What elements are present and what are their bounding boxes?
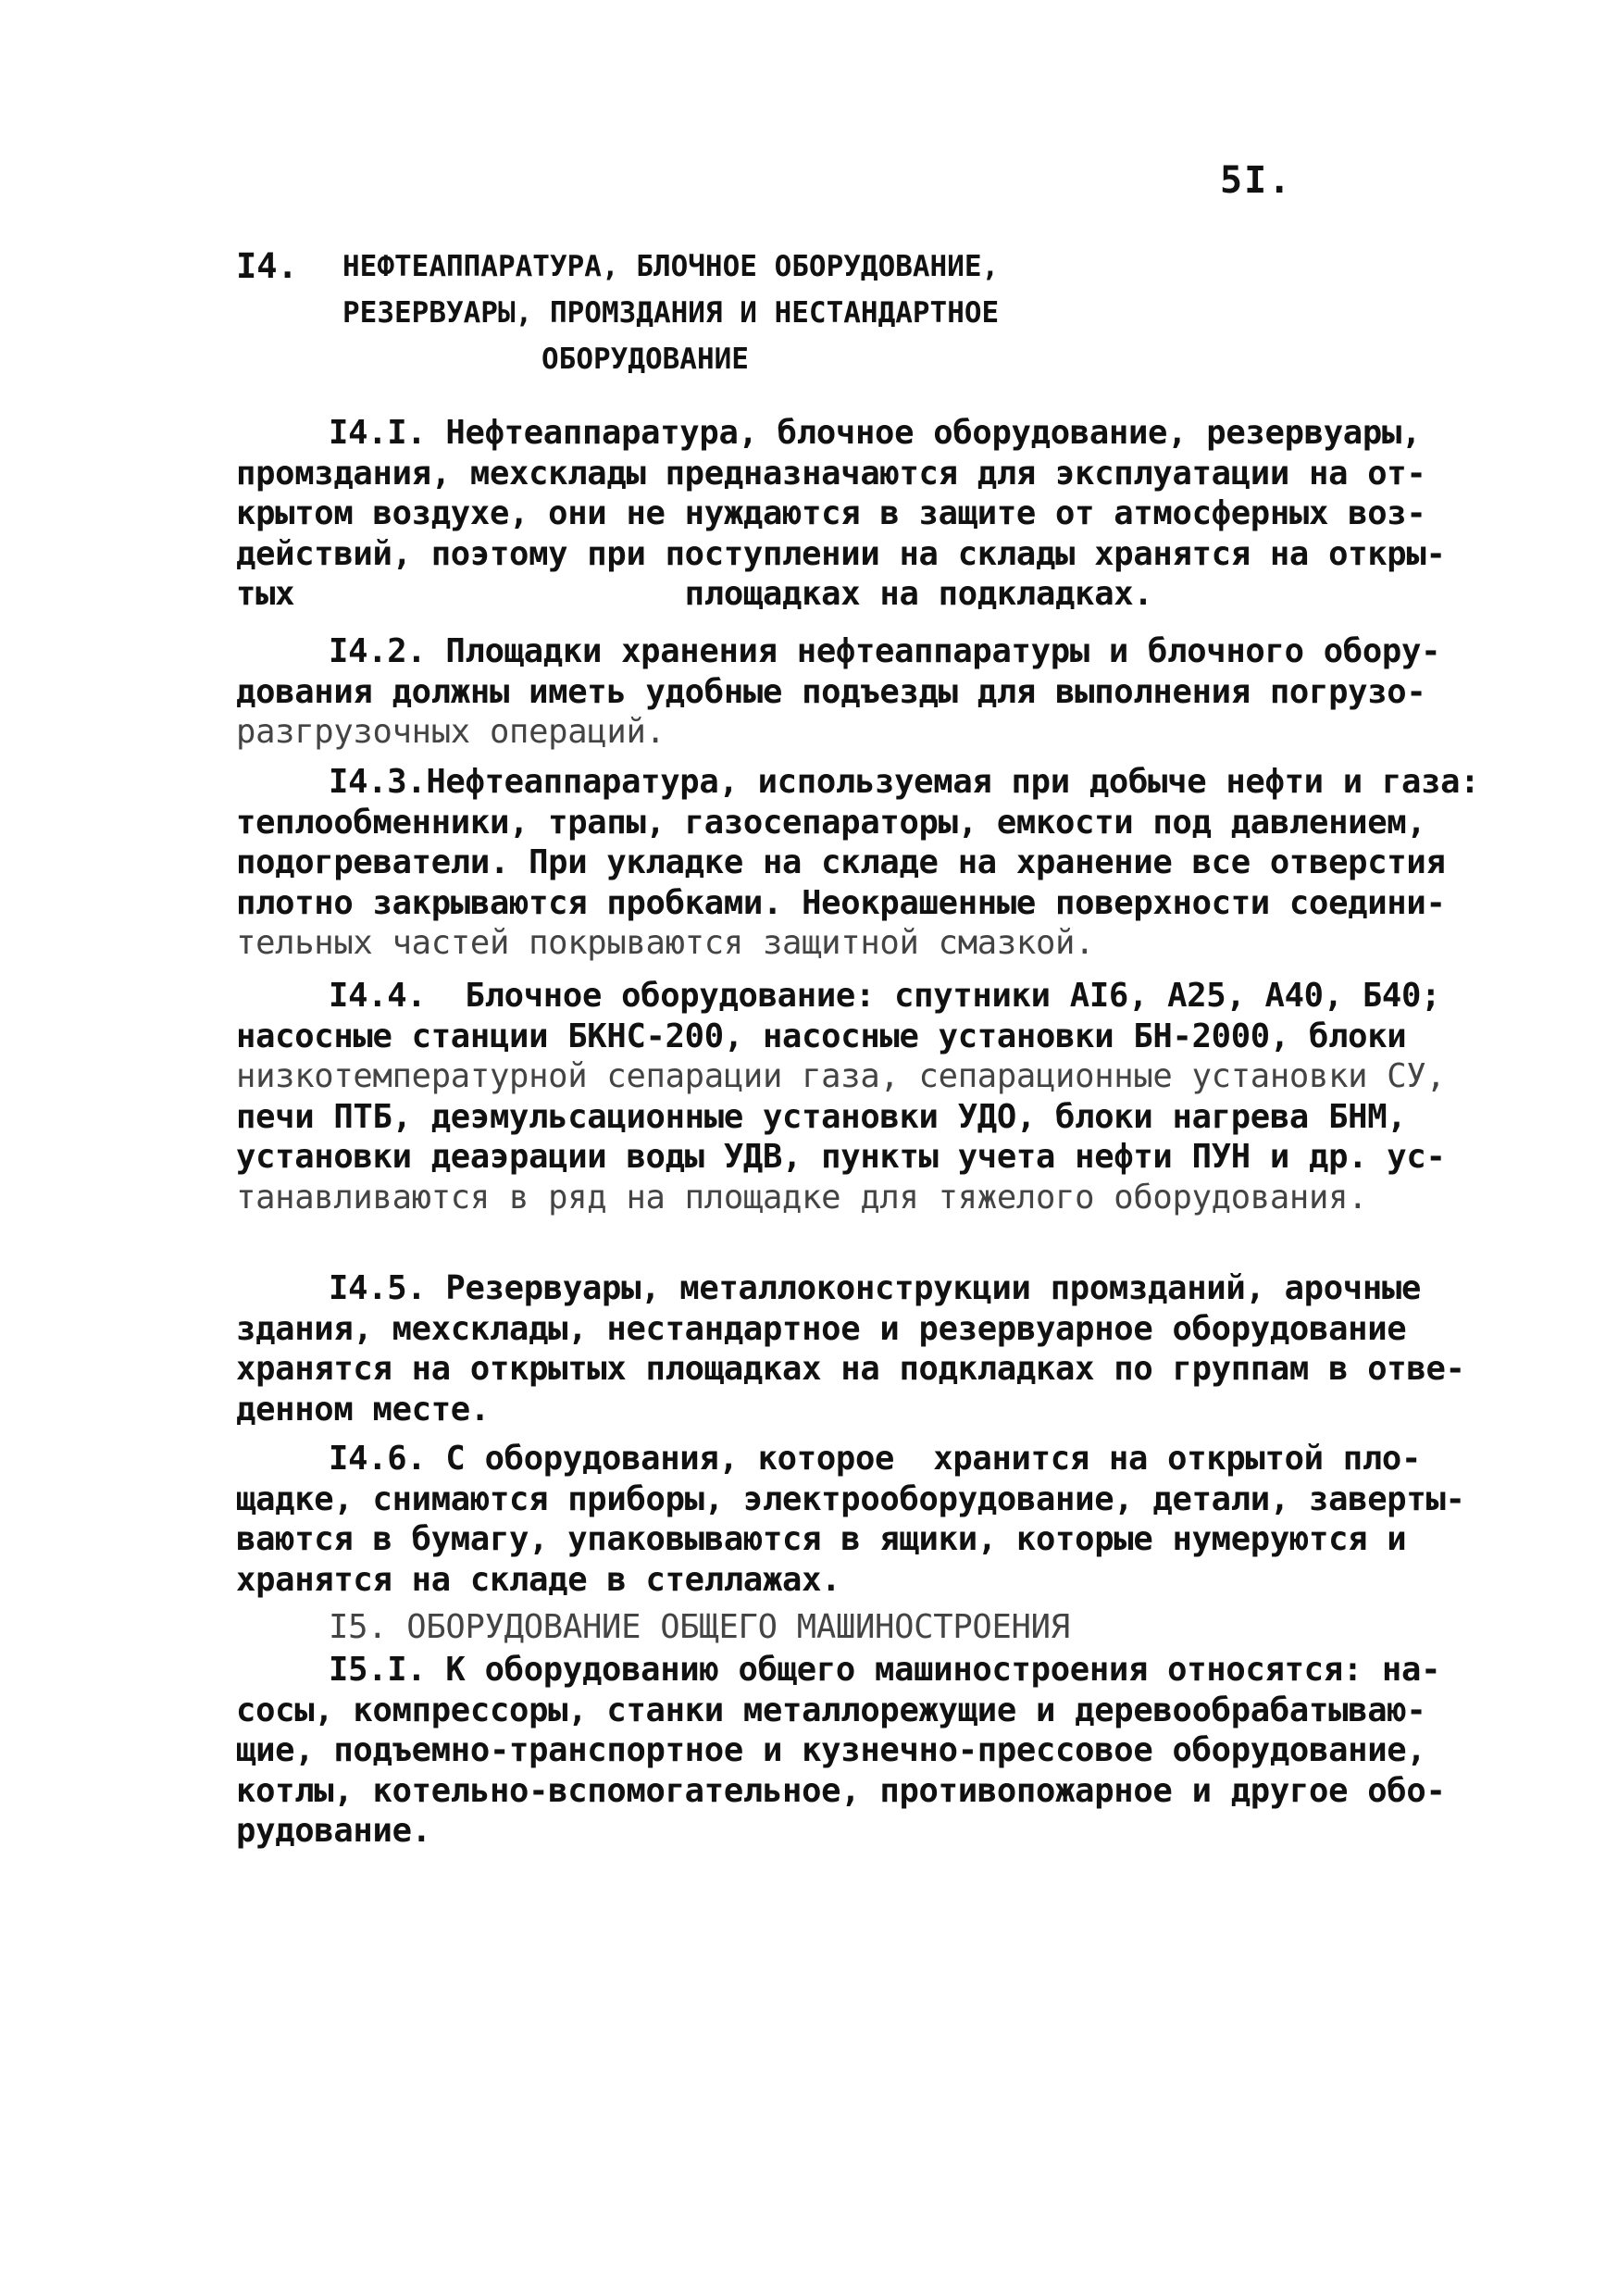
text-line: денном месте. (236, 1390, 490, 1429)
section-15-title: I5. ОБОРУДОВАНИЕ ОБЩЕГО МАШИНОСТРОЕНИЯ (329, 1608, 1070, 1646)
text-line: тых площадках на подкладках. (236, 575, 1153, 613)
section-14-title-line-3: ОБОРУДОВАНИЕ (541, 343, 749, 376)
text-line: промздания, мехсклады предназначаются для эксплуатации на от- (236, 454, 1426, 493)
text-line: ваются в бумагу, упаковываются в ящики, которые нумеруются и (236, 1520, 1407, 1558)
text-line: теплообменники, трапы, газосепараторы, емкости под давлением, (236, 803, 1426, 842)
text-line: установки деаэрации воды УДВ, пункты учета нефти ПУН и др. ус- (236, 1138, 1446, 1176)
text-line: I4.6. С оборудования, которое хранится на открытой пло- (329, 1440, 1422, 1478)
text-line: подогреватели. При укладке на складе на хранение все отверстия (236, 843, 1446, 881)
section-14-title-line-1: НЕФТЕАППАРАТУРА, БЛОЧНОЕ ОБОРУДОВАНИЕ, (342, 250, 1000, 283)
text-line: I4.4. Блочное оборудование: спутники АI6, А25, А40, Б40; (329, 977, 1441, 1015)
text-line: котлы, котельно-вспомогательное, противопожарное и другое обо- (236, 1771, 1446, 1810)
text-line: I4.I. Нефтеаппаратура, блочное оборудование, резервуары, (329, 414, 1422, 452)
section-14-title-line-2: РЕЗЕРВУАРЫ, ПРОМЗДАНИЯ И НЕСТАНДАРТНОЕ (342, 296, 1000, 330)
paragraph-15-1 (236, 1650, 1446, 1852)
paragraph-14-1 (236, 413, 1446, 615)
text-line: низкотемпературной сепарации газа, сепарационные установки СУ, (236, 1057, 1446, 1095)
text-line: тельных частей покрываются защитной смазкой. (236, 924, 1095, 962)
text-line: I4.3.Нефтеаппаратура, используемая при добыче нефти и газа: (329, 763, 1480, 801)
paragraph-14-2 (236, 631, 1441, 753)
text-line: танавливаются в ряд на площадке для тяжелого оборудования. (236, 1178, 1368, 1217)
text-line: здания, мехсклады, нестандартное и резервуарное оборудование (236, 1309, 1407, 1348)
text-line: рудование. (236, 1812, 431, 1850)
text-line: щадке, снимаются приборы, электрооборудование, детали, заверты- (236, 1479, 1465, 1518)
paragraph-14-5 (236, 1268, 1465, 1429)
paragraph-14-6 (236, 1439, 1465, 1600)
section-14-number: I4. (236, 246, 298, 286)
text-line: I4.5. Резервуары, металлоконструкции промзданий, арочные (329, 1269, 1422, 1307)
text-line: I5.I. К оборудованию общего машиностроения относятся: на- (329, 1651, 1441, 1689)
text-line: хранятся на складе в стеллажах. (236, 1560, 841, 1599)
text-line: крытом воздухе, они не нуждаются в защите от атмосферных воз- (236, 494, 1426, 532)
text-line: действий, поэтому при поступлении на склады хранятся на откры- (236, 534, 1446, 573)
text-line: сосы, компрессоры, станки металлорежущие и деревообрабатываю- (236, 1691, 1426, 1729)
page-number: 5I. (1220, 159, 1293, 202)
text-line: плотно закрываются пробками. Неокрашенные поверхности соедини- (236, 883, 1446, 922)
section-15-heading (236, 1607, 1402, 1648)
paragraph-14-4 (236, 976, 1446, 1217)
text-line: щие, подъемно-транспортное и кузнечно-прессовое оборудование, (236, 1731, 1426, 1769)
text-line: I4.2. Площадки хранения нефтеаппаратуры и блочного обору- (329, 632, 1441, 670)
text-line: печи ПТБ, деэмульсационные установки УДО, блоки нагрева БНМ, (236, 1097, 1407, 1136)
paragraph-14-3 (236, 762, 1480, 964)
text-line: дования должны иметь удобные подъезды для выполнения погрузо- (236, 672, 1426, 711)
text-line: разгрузочных операций. (236, 713, 666, 751)
text-line: хранятся на открытых площадках на подкладках по группам в отве- (236, 1350, 1465, 1388)
text-line: насосные станции БКНС-200, насосные установки БН-2000, блоки (236, 1017, 1407, 1055)
